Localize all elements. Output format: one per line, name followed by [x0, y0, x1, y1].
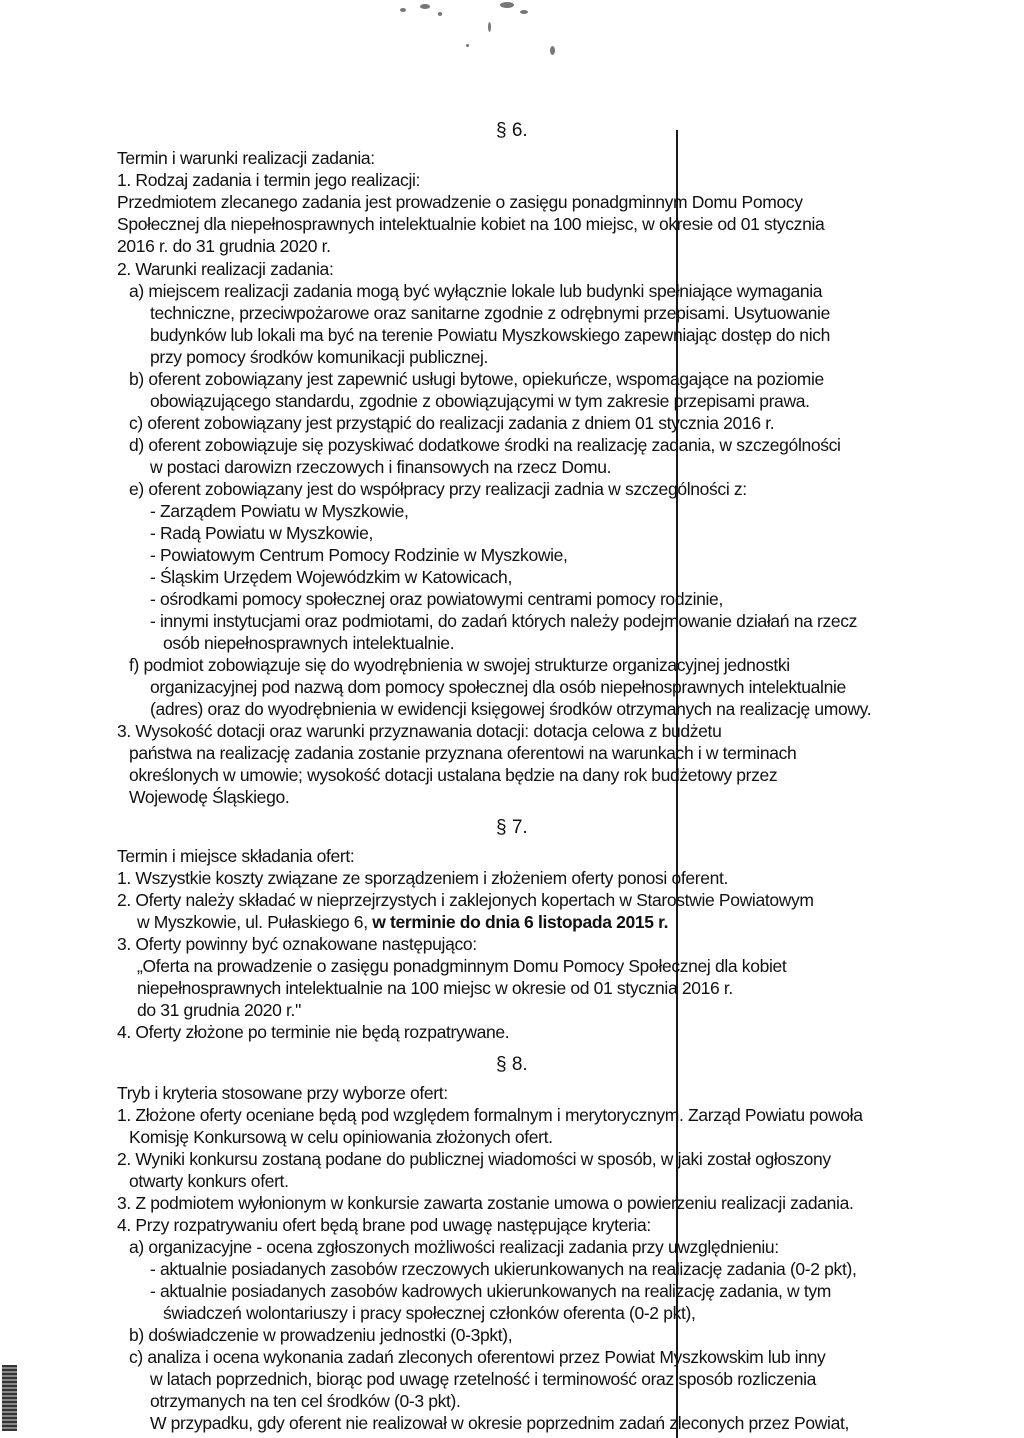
sub-item: - innymi instytucjami oraz podmiotami, do zadań których należy podejmowanie działań na rzecz [150, 611, 858, 631]
paragraph-line: budynków lub lokali ma być na terenie Powiatu Myszkowskiego zapewniając dostęp do nich [150, 325, 831, 345]
list-item-2: 2. Oferty należy składać w nieprzejrzystych i zaklejonych kopertach w Starostwie Powiatowym [117, 890, 814, 910]
paragraph-line: obowiązującego standardu, zgodnie z obowiązującymi w tym zakresie przepisami prawa. [150, 391, 810, 411]
list-item-4: 4. Oferty złożone po terminie nie będą rozpatrywane. [117, 1022, 510, 1042]
scan-edge-artifact [2, 1365, 17, 1431]
section-heading-8: § 8. [496, 1054, 528, 1075]
list-item-1: 1. Złożone oferty oceniane będą pod względem formalnym i merytorycznym. Zarząd Powiatu powoła [117, 1105, 863, 1125]
heading-selection: Tryb i kryteria stosowane przy wyborze ofert: [117, 1083, 448, 1103]
list-item-a: a) organizacyjne - ocena zgłoszonych możliwości realizacji zadania przy uwzględnieniu: [129, 1237, 779, 1257]
paragraph-line: w postaci darowizn rzeczowych i finansowych na rzecz Domu. [150, 457, 612, 477]
paragraph-line: do 31 grudnia 2020 r." [137, 1000, 301, 1020]
paragraph-line: osób niepełnosprawnych intelektualnie. [163, 633, 455, 653]
sub-item: - aktualnie posiadanych zasobów rzeczowych ukierunkowanych na realizację zadania (0-2 pkt), [150, 1259, 857, 1279]
paragraph-line: organizacyjnej pod nazwą dom pomocy społecznej dla osób niepełnosprawnych intelektualnie [150, 677, 846, 697]
sub-item: - Śląskim Urzędem Wojewódzkim w Katowicach, [150, 567, 512, 587]
deadline-text: w terminie do dnia 6 listopada 2015 r. [372, 912, 669, 932]
paragraph-line: techniczne, przeciwpożarowe oraz sanitarne zgodnie z odrębnymi przepisami. Usytuowanie [150, 303, 830, 323]
paragraph-line: Komisję Konkursową w celu opiniowania złożonych ofert. [129, 1127, 553, 1147]
list-item-b: b) doświadczenie w prowadzeniu jednostki (0-3pkt), [129, 1325, 513, 1345]
paragraph-line: Wojewodę Śląskiego. [129, 787, 290, 807]
section-heading-6: § 6. [496, 120, 528, 141]
list-item-2: 2. Wyniki konkursu zostaną podane do publicznej wiadomości w sposób, w jaki został ogłoszony [117, 1149, 831, 1169]
paragraph-line: W przypadku, gdy oferent nie realizował w okresie poprzednim zadań zleconych przez Powiat, [150, 1413, 849, 1433]
sub-item: - Zarządem Powiatu w Myszkowie, [150, 501, 409, 521]
list-item-c: c) oferent zobowiązany jest przystąpić do realizacji zadania z dniem 01 stycznia 2016 r. [129, 413, 775, 433]
paragraph-line: otwarty konkurs ofert. [129, 1171, 289, 1191]
paragraph-line: Społecznej dla niepełnosprawnych intelektualnie kobiet na 100 miejsc, w okresie od 01 stycznia [117, 214, 825, 234]
list-item-f: f) podmiot zobowiązuje się do wyodrębnienia w swojej strukturze organizacyjnej jednostki [129, 655, 790, 675]
list-item-3: 3. Z podmiotem wyłonionym w konkursie zawarta zostanie umowa o powierzeniu realizacji zadania. [117, 1193, 854, 1213]
list-item-e: e) oferent zobowiązany jest do współpracy przy realizacji zadnia w szczególności z: [129, 479, 747, 499]
item-2-conditions: 2. Warunki realizacji zadania: [117, 259, 334, 279]
paragraph-line: otrzymanych na ten cel środków (0-3 pkt). [150, 1391, 461, 1411]
list-item-4: 4. Przy rozpatrywaniu ofert będą brane pod uwagę następujące kryteria: [117, 1215, 651, 1235]
sub-item: - Powiatowym Centrum Pomocy Rodzinie w Myszkowie, [150, 545, 568, 565]
paragraph-line: w latach poprzednich, biorąc pod uwagę rzetelność i terminowość oraz sposób rozliczenia [150, 1369, 817, 1389]
sub-item: - Radą Powiatu w Myszkowie, [150, 523, 373, 543]
list-item-d: d) oferent zobowiązuje się pozyskiwać dodatkowe środki na realizację zadania, w szczególności [129, 435, 841, 455]
paragraph-line [137, 911, 668, 933]
item-3-funding: 3. Wysokość dotacji oraz warunki przyznawania dotacji: dotacja celowa z budżetu [117, 721, 722, 741]
sub-item: - ośrodkami pomocy społecznej oraz powiatowymi centrami pomocy rodzinie, [150, 589, 723, 609]
list-item-a: a) miejscem realizacji zadania mogą być wyłącznie lokale lub budynki spełniające wymagania [129, 281, 823, 301]
list-item-b: b) oferent zobowiązany jest zapewnić usługi bytowe, opiekuńcze, wspomagające na poziomie [129, 369, 824, 389]
list-item-3: 3. Oferty powinny być oznakowane następująco: [117, 934, 477, 954]
heading-submission: Termin i miejsce składania ofert: [117, 846, 355, 866]
list-item-1: 1. Wszystkie koszty związane ze sporządzeniem i złożeniem oferty ponosi oferent. [117, 868, 729, 888]
address-text: w Myszkowie, ul. Pułaskiego 6, [137, 912, 373, 932]
item-1-task-type: 1. Rodzaj zadania i termin jego realizacji: [117, 170, 421, 190]
paragraph-line: Przedmiotem zlecanego zadania jest prowadzenie o zasięgu ponadgminnym Domu Pomocy [117, 192, 803, 212]
paragraph-line: świadczeń wolontariuszy i pracy społecznej członków oferenta (0-2 pkt), [163, 1303, 696, 1323]
list-item-c: c) analiza i ocena wykonania zadań zleconych oferentowi przez Powiat Myszkowskim lub inny [129, 1347, 826, 1367]
paragraph-line: 2016 r. do 31 grudnia 2020 r. [117, 236, 331, 256]
sub-item: - aktualnie posiadanych zasobów kadrowych ukierunkowanych na realizację zadania, w tym [150, 1281, 831, 1301]
paragraph-line: określonych w umowie; wysokość dotacji ustalana będzie na dany rok budżetowy przez [129, 765, 778, 785]
scan-noise [380, 0, 600, 90]
paragraph-line: niepełnosprawnych intelektualnie na 100 miejsc w okresie od 01 stycznia 2016 r. [137, 978, 733, 998]
section-heading-7: § 7. [496, 817, 528, 838]
heading-terms-conditions: Termin i warunki realizacji zadania: [117, 148, 375, 168]
paragraph-line: „Oferta na prowadzenie o zasięgu ponadgminnym Domu Pomocy Społecznej dla kobiet [137, 956, 787, 976]
paragraph-line: państwa na realizację zadania zostanie przyznana oferentowi na warunkach i w terminach [129, 743, 797, 763]
paragraph-line: (adres) oraz do wyodrębnienia w ewidencji księgowej środków otrzymanych na realizację umowy. [150, 699, 872, 719]
paragraph-line: przy pomocy środków komunikacji publicznej. [150, 347, 489, 367]
